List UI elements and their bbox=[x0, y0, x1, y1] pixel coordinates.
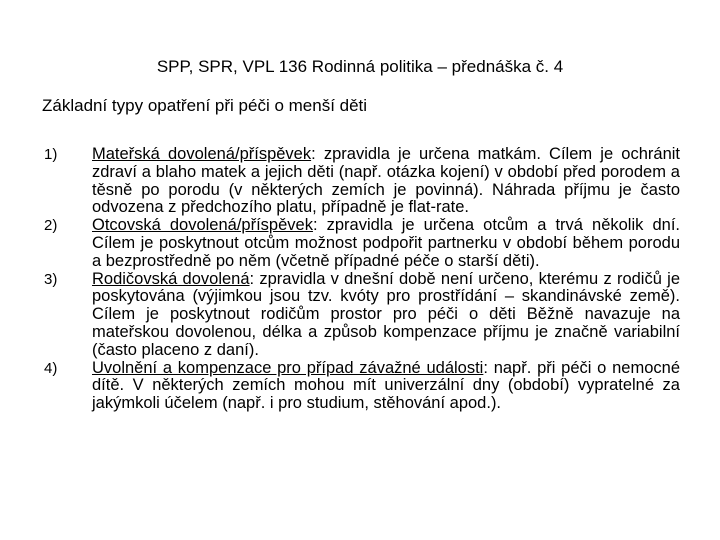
list-item-number: 3) bbox=[44, 270, 58, 288]
list-item-body bbox=[92, 360, 680, 413]
list-item-text: : zpravidla je určena matkám. Cílem je ochránit zdraví a blaho matek a jejich děti (např. otázka kojení) v období před porodem a těsně po porodu (v některých zemích je povinná). Náhrada příjmu je často odvozena z předchozího platu, případně je flat-rate. bbox=[92, 145, 681, 217]
list-item-number: 4) bbox=[44, 359, 58, 377]
list-item-text: : zpravidla je určena otcům a trvá několik dní. Cílem je poskytnout otcům možnost podpořit partnerku v období během porodu a bezprostředně po něm (včetně případné péče o starší děti). bbox=[92, 216, 680, 270]
list-item-text: : např. při péči o nemocné dítě. V některých zemích mohou mít univerzální dny (období) vypratelné za jakýmkoli účelem (např. i pro studium, stěhování apod.). bbox=[92, 358, 680, 413]
list-item-2 bbox=[40, 217, 680, 270]
list-item-3 bbox=[40, 271, 680, 360]
measures-list bbox=[40, 146, 680, 413]
list-item-term: Rodičovská dovolená bbox=[92, 269, 250, 288]
list-item-number: 2) bbox=[44, 217, 58, 235]
list-item-term: Otcovská dovolená/příspěvek bbox=[92, 216, 313, 235]
slide-subtitle: Základní typy opatření při péči o menší děti bbox=[42, 96, 368, 115]
list-item-body bbox=[92, 217, 680, 270]
list-item-number: 1) bbox=[44, 146, 58, 163]
list-item-body bbox=[92, 146, 680, 217]
list-item-4 bbox=[40, 360, 680, 413]
list-item-term: Uvolnění a kompenzace pro případ závažné události bbox=[92, 358, 484, 377]
list-item-term: Mateřská dovolená/příspěvek bbox=[92, 145, 312, 163]
list-item-1 bbox=[40, 146, 680, 217]
list-item-body bbox=[92, 271, 680, 360]
list-item-text: : zpravidla v dnešní době není určeno, kterému z rodičů je poskytována (výjimkou jsou tzv. kvóty pro prostřídání – skandinávské země). Cílem je poskytnout rodičům prostor pro péči o děti Běžně navazuje na mateřskou dovolenou, délka a způsob kompenzace příjmu je značně variabilní (často placeno z daní). bbox=[92, 269, 680, 359]
slide-title: SPP, SPR, VPL 136 Rodinná politika – přednáška č. 4 bbox=[156, 57, 564, 76]
